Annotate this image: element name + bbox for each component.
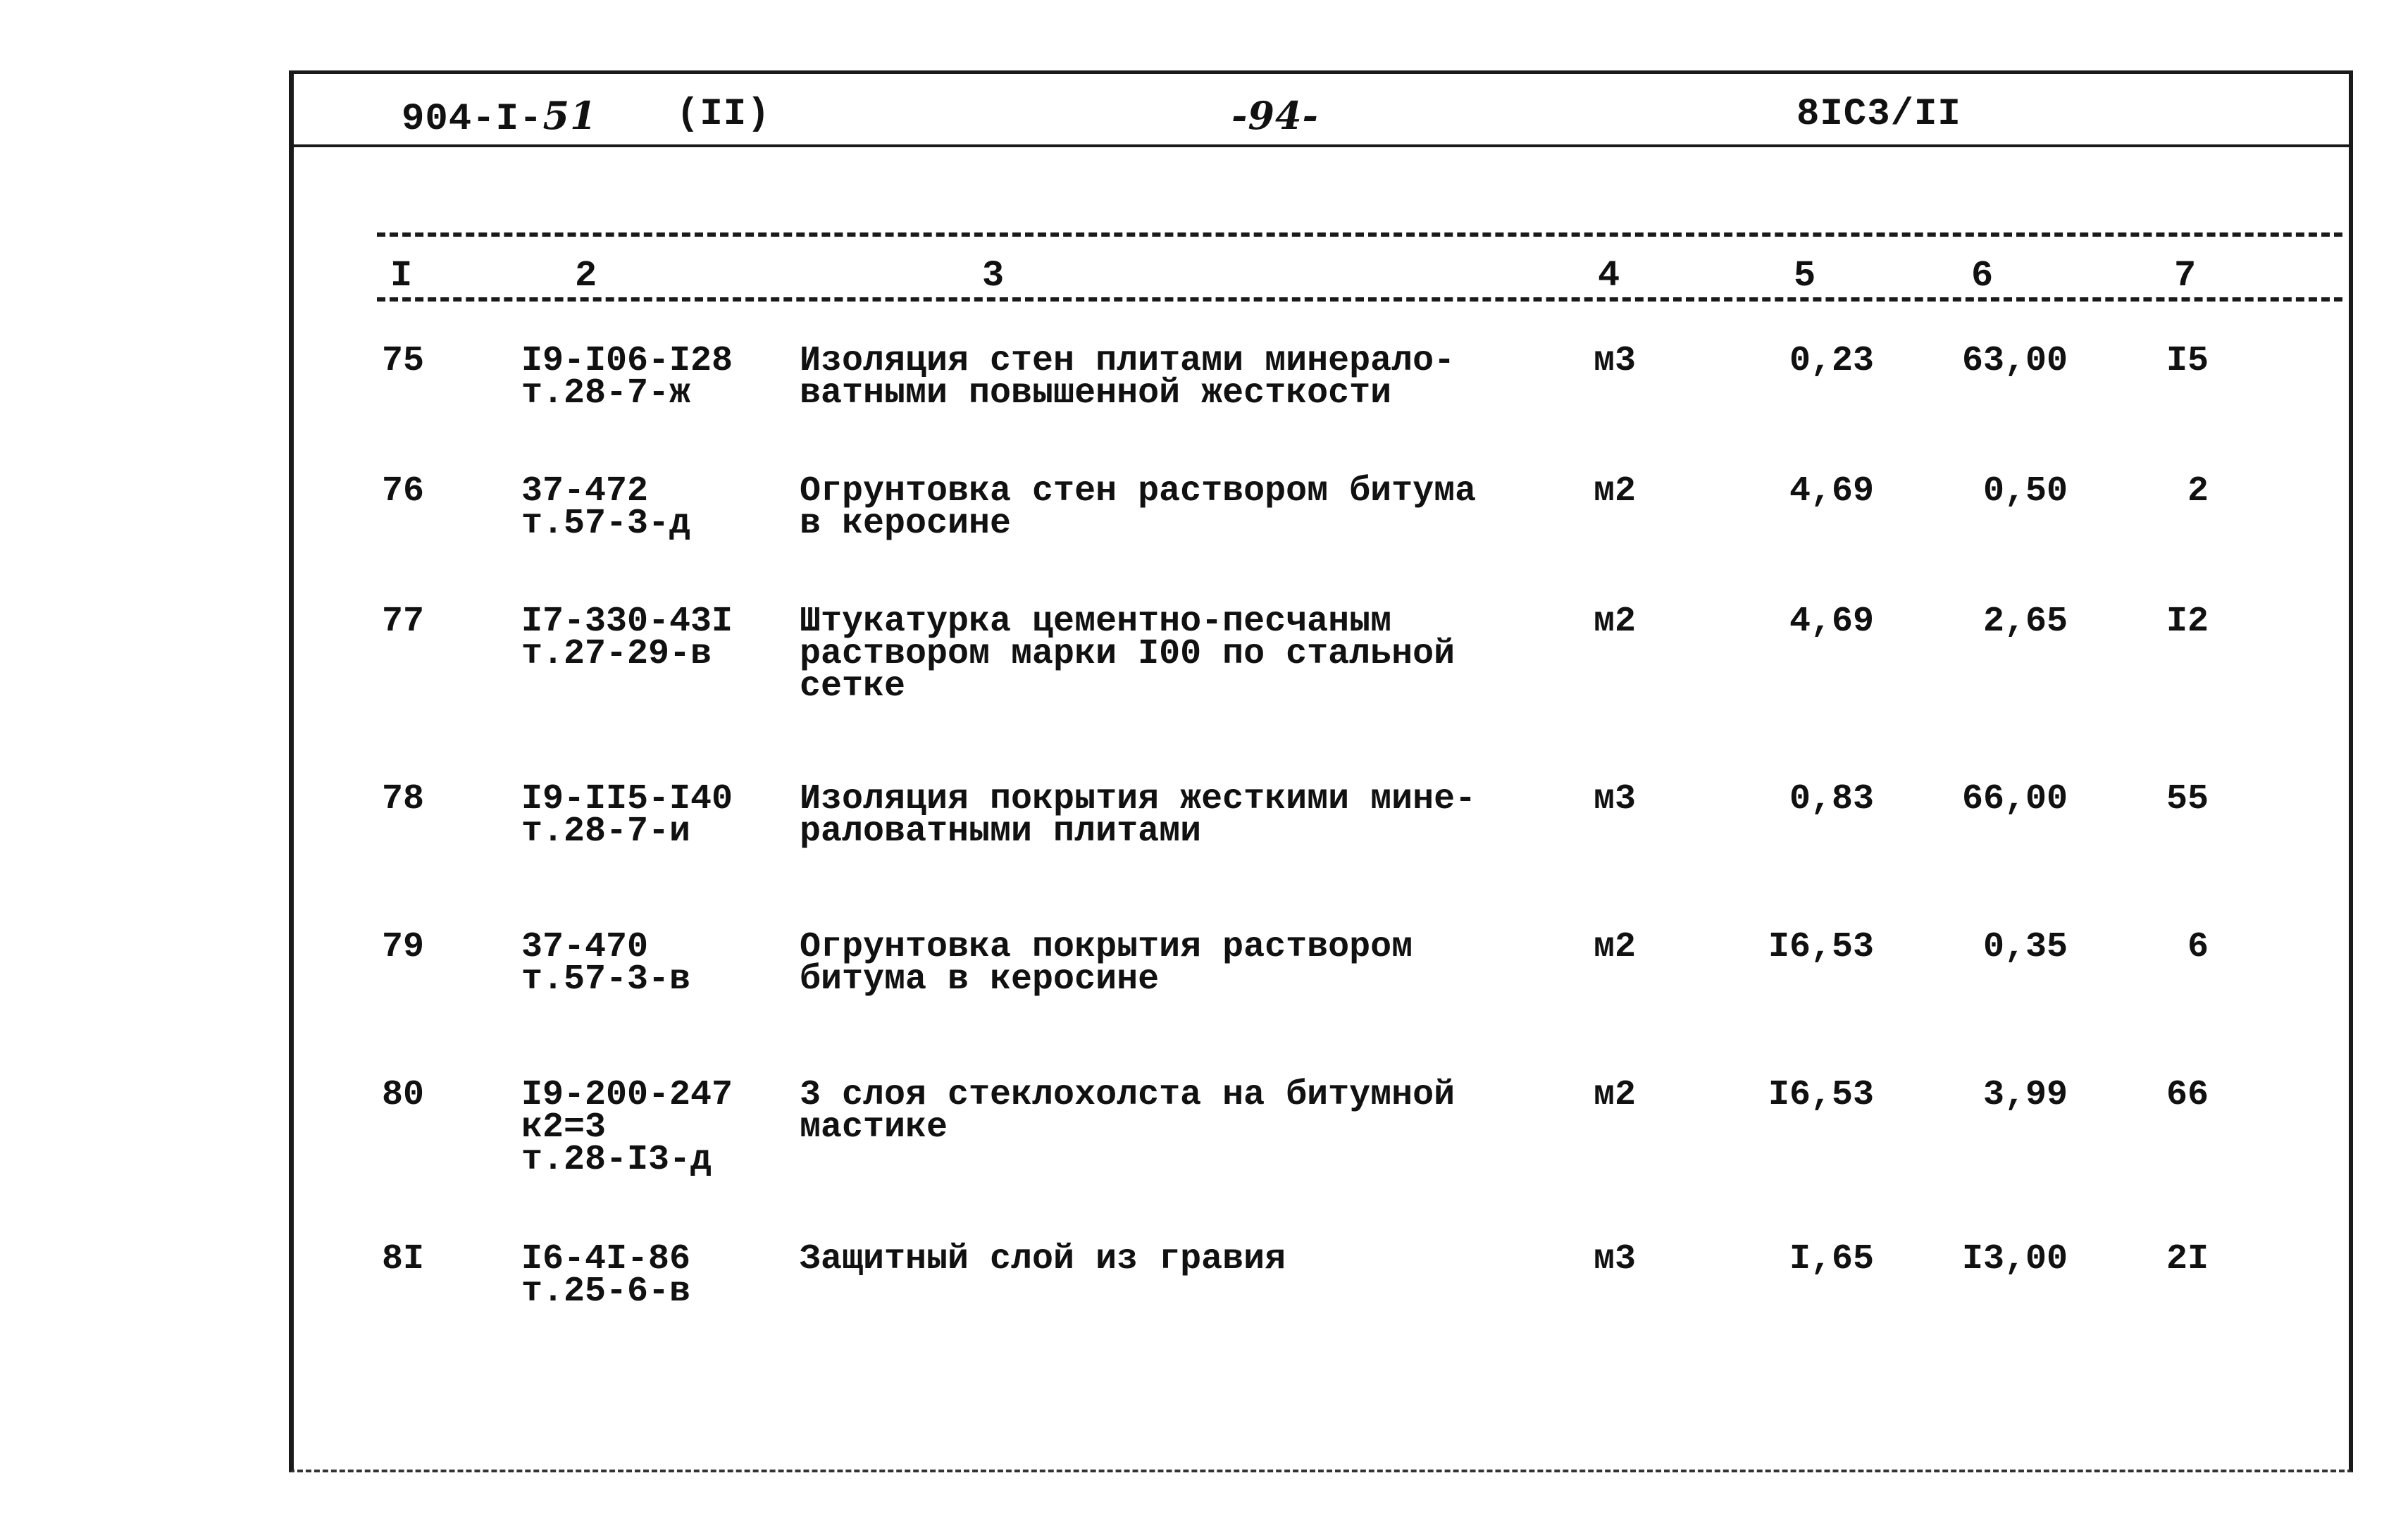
row-number: 75 — [382, 341, 425, 381]
rate-reference: т.25-6-в — [521, 1272, 691, 1312]
total-cost: I2 — [2166, 602, 2209, 642]
work-description: Изоляция стен плитами минерало- — [800, 341, 1455, 381]
page-number: -94- — [1231, 93, 1319, 138]
row-number: 77 — [382, 602, 425, 642]
rate-reference: т.28-7-и — [521, 812, 691, 852]
rate-code: 37-472 — [521, 471, 649, 511]
rate-code: I7-330-43I — [521, 602, 733, 642]
column-number-3: 3 — [978, 255, 1008, 297]
unit: м3 — [1594, 1239, 1637, 1279]
column-number-2: 2 — [571, 255, 601, 297]
column-number-rule — [377, 297, 2342, 302]
work-description: раловатными плитами — [800, 812, 1202, 852]
column-number-6: 6 — [1967, 255, 1997, 297]
unit: м3 — [1594, 779, 1637, 819]
work-description: Штукатурка цементно-песчаным — [800, 602, 1392, 642]
column-number-4: 4 — [1594, 255, 1624, 297]
quantity: I,65 — [1789, 1239, 1874, 1279]
unit-price: 0,35 — [1982, 927, 2068, 967]
unit: м2 — [1594, 927, 1637, 967]
unit-price: 2,65 — [1982, 602, 2068, 642]
total-cost: I5 — [2166, 341, 2209, 381]
rate-reference: т.57-3-д — [521, 504, 691, 544]
work-description: в керосине — [800, 504, 1012, 544]
unit-price: 63,00 — [1961, 341, 2068, 381]
work-description: Огрунтовка покрытия раствором — [800, 927, 1413, 967]
row-number: 78 — [382, 779, 425, 819]
quantity: 4,69 — [1789, 602, 1874, 642]
unit: м2 — [1594, 1075, 1637, 1115]
work-description: битума в керосине — [800, 960, 1160, 1000]
rate-code: I9-I06-I28 — [521, 341, 733, 381]
column-number-1: I — [386, 255, 416, 297]
work-description: Защитный слой из гравия — [800, 1239, 1286, 1279]
document-part: (II) — [676, 93, 771, 136]
column-number-7: 7 — [2170, 255, 2200, 297]
work-description: 3 слоя стеклохолста на битумной — [800, 1075, 1455, 1115]
total-cost: 2I — [2166, 1239, 2209, 1279]
column-number-5: 5 — [1789, 255, 1820, 297]
work-description: раствором марки I00 по стальной — [800, 634, 1455, 674]
quantity: 0,83 — [1789, 779, 1874, 819]
quantity: 0,23 — [1789, 341, 1874, 381]
album-number: 8IC3/II — [1796, 93, 1961, 136]
total-cost: 2 — [2187, 471, 2209, 511]
rate-code: I6-4I-86 — [521, 1239, 691, 1279]
document-code-prefix: 904-I- — [402, 98, 543, 141]
quantity: I6,53 — [1768, 1075, 1874, 1115]
rate-reference: т.27-29-в — [521, 634, 712, 674]
row-number: 79 — [382, 927, 425, 967]
row-number: 80 — [382, 1075, 425, 1115]
rate-code: 37-470 — [521, 927, 649, 967]
quantity: I6,53 — [1768, 927, 1874, 967]
work-description: сетке — [800, 666, 906, 707]
total-cost: 66 — [2166, 1075, 2209, 1115]
document-code-handwritten: 51 — [542, 93, 597, 138]
rate-code: I9-II5-I40 — [521, 779, 733, 819]
rate-reference: т.28-I3-д — [521, 1140, 712, 1180]
quantity: 4,69 — [1789, 471, 1874, 511]
unit-price: 66,00 — [1961, 779, 2068, 819]
header-rule — [292, 144, 2349, 147]
row-number: 8I — [382, 1239, 425, 1279]
unit: м2 — [1594, 602, 1637, 642]
unit: м2 — [1594, 471, 1637, 511]
total-cost: 6 — [2187, 927, 2209, 967]
rate-reference: т.57-3-в — [521, 960, 691, 1000]
rate-reference: к2=3 — [521, 1107, 607, 1148]
work-description: мастике — [800, 1107, 948, 1148]
unit-price: 0,50 — [1982, 471, 2068, 511]
work-description: Огрунтовка стен раствором битума — [800, 471, 1477, 511]
rate-code: I9-200-247 — [521, 1075, 733, 1115]
total-cost: 55 — [2166, 779, 2209, 819]
document-code — [402, 93, 597, 141]
unit-price: I3,00 — [1961, 1239, 2068, 1279]
unit-price: 3,99 — [1982, 1075, 2068, 1115]
row-number: 76 — [382, 471, 425, 511]
unit: м3 — [1594, 341, 1637, 381]
table-top-rule — [377, 232, 2342, 237]
work-description: Изоляция покрытия жесткими мине- — [800, 779, 1477, 819]
rate-reference: т.28-7-ж — [521, 373, 691, 414]
work-description: ватными повышенной жесткости — [800, 373, 1392, 414]
